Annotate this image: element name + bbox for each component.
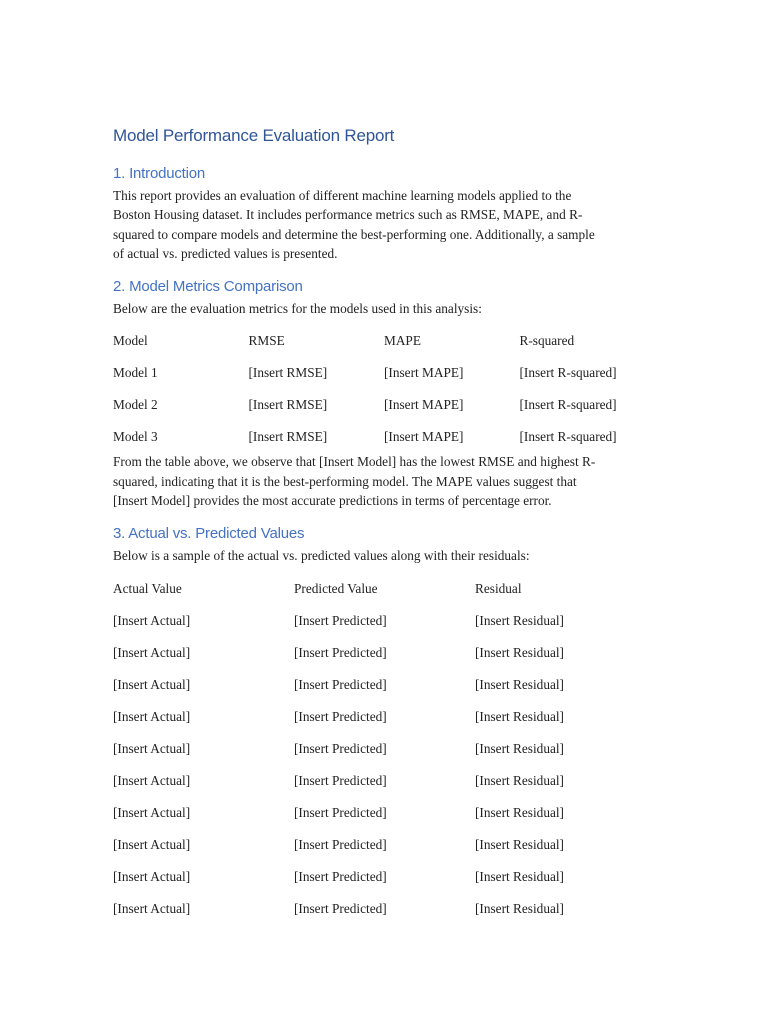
column-header: Actual Value	[113, 580, 182, 596]
table-cell: [Insert Residual]	[475, 868, 564, 884]
table-cell: Model 2	[113, 397, 158, 413]
table-cell: [Insert Predicted]	[294, 708, 387, 724]
predictions-table	[113, 579, 658, 924]
metrics-conclusion	[113, 452, 658, 510]
table-row	[113, 395, 658, 427]
table-cell: [Insert Residual]	[475, 804, 564, 820]
predictions-table-header	[113, 579, 658, 611]
table-cell: Model 3	[113, 429, 158, 445]
introduction-heading: 1. Introduction	[113, 165, 206, 182]
table-cell: [Insert MAPE]	[384, 429, 464, 445]
table-row	[113, 611, 658, 643]
table-cell: Model 1	[113, 365, 158, 381]
predictions-heading: 3. Actual vs. Predicted Values	[113, 525, 305, 543]
table-cell: [Insert MAPE]	[384, 397, 464, 413]
table-row	[113, 707, 658, 739]
table-cell: [Insert Actual]	[113, 612, 191, 628]
table-cell: [Insert Predicted]	[294, 804, 387, 820]
paragraph-line: of actual vs. predicted values is presented.	[113, 245, 338, 261]
table-cell: [Insert Predicted]	[294, 740, 387, 756]
paragraph-line: [Insert Model] provides the most accurate predictions in terms of percentage error.	[113, 493, 552, 509]
table-cell: [Insert Actual]	[113, 804, 191, 820]
table-cell: [Insert Residual]	[475, 676, 564, 692]
table-cell: [Insert Predicted]	[294, 644, 387, 660]
table-cell: [Insert Actual]	[113, 836, 191, 852]
column-header: Model	[113, 333, 148, 349]
table-cell: [Insert Predicted]	[294, 868, 387, 884]
table-cell: [Insert Residual]	[475, 708, 564, 724]
paragraph-line: squared, indicating that it is the best-performing model. The MAPE values suggest that	[113, 473, 577, 489]
table-cell: [Insert Residual]	[475, 740, 564, 756]
table-row	[113, 363, 658, 395]
table-cell: [Insert Residual]	[475, 900, 564, 916]
table-cell: [Insert Actual]	[113, 708, 191, 724]
table-cell: [Insert Actual]	[113, 676, 191, 692]
table-cell: [Insert MAPE]	[384, 365, 464, 381]
table-cell: [Insert Residual]	[475, 612, 564, 628]
table-cell: [Insert Actual]	[113, 900, 191, 916]
table-cell: [Insert Actual]	[113, 644, 191, 660]
table-row	[113, 899, 658, 924]
table-cell: [Insert R-squared]	[519, 365, 617, 381]
table-cell: [Insert Predicted]	[294, 900, 387, 916]
table-cell: [Insert RMSE]	[248, 397, 328, 413]
table-cell: [Insert Residual]	[475, 644, 564, 660]
table-cell: [Insert R-squared]	[519, 397, 617, 413]
paragraph-line: From the table above, we observe that [Insert Model] has the lowest RMSE and highest R-	[113, 454, 596, 470]
paragraph-line: This report provides an evaluation of different machine learning models applied to the	[113, 188, 572, 203]
column-header: R-squared	[519, 333, 575, 349]
table-row	[113, 803, 658, 835]
column-header: MAPE	[384, 333, 421, 349]
predictions-intro: Below is a sample of the actual vs. predicted values along with their residuals:	[113, 548, 530, 564]
table-cell: [Insert Residual]	[475, 772, 564, 788]
table-row	[113, 643, 658, 675]
document-page	[113, 122, 658, 924]
table-cell: [Insert Predicted]	[294, 772, 387, 788]
table-row	[113, 835, 658, 867]
table-cell: [Insert Actual]	[113, 740, 191, 756]
table-row	[113, 427, 658, 452]
table-row	[113, 675, 658, 707]
table-row	[113, 771, 658, 803]
table-cell: [Insert RMSE]	[248, 429, 328, 445]
table-row	[113, 739, 658, 771]
metrics-table	[113, 331, 658, 452]
metrics-heading: 2. Model Metrics Comparison	[113, 278, 303, 296]
document-title: Model Performance Evaluation Report	[113, 126, 395, 145]
table-cell: [Insert Actual]	[113, 868, 191, 884]
metrics-table-header	[113, 331, 658, 363]
paragraph-line: Boston Housing dataset. It includes performance metrics such as RMSE, MAPE, and R-	[113, 207, 583, 223]
table-cell: [Insert Predicted]	[294, 676, 387, 692]
metrics-intro: Below are the evaluation metrics for the models used in this analysis:	[113, 301, 482, 317]
table-cell: [Insert Actual]	[113, 772, 191, 788]
table-cell: [Insert Predicted]	[294, 836, 387, 852]
table-cell: [Insert R-squared]	[519, 429, 617, 445]
table-row	[113, 867, 658, 899]
table-cell: [Insert Predicted]	[294, 612, 387, 628]
column-header: Predicted Value	[294, 580, 378, 596]
table-cell: [Insert RMSE]	[248, 365, 328, 381]
column-header: RMSE	[248, 333, 285, 349]
paragraph-line: squared to compare models and determine the best-performing one. Additionally, a sample	[113, 226, 595, 242]
introduction-paragraph	[113, 186, 658, 263]
table-cell: [Insert Residual]	[475, 836, 564, 852]
column-header: Residual	[475, 580, 522, 596]
